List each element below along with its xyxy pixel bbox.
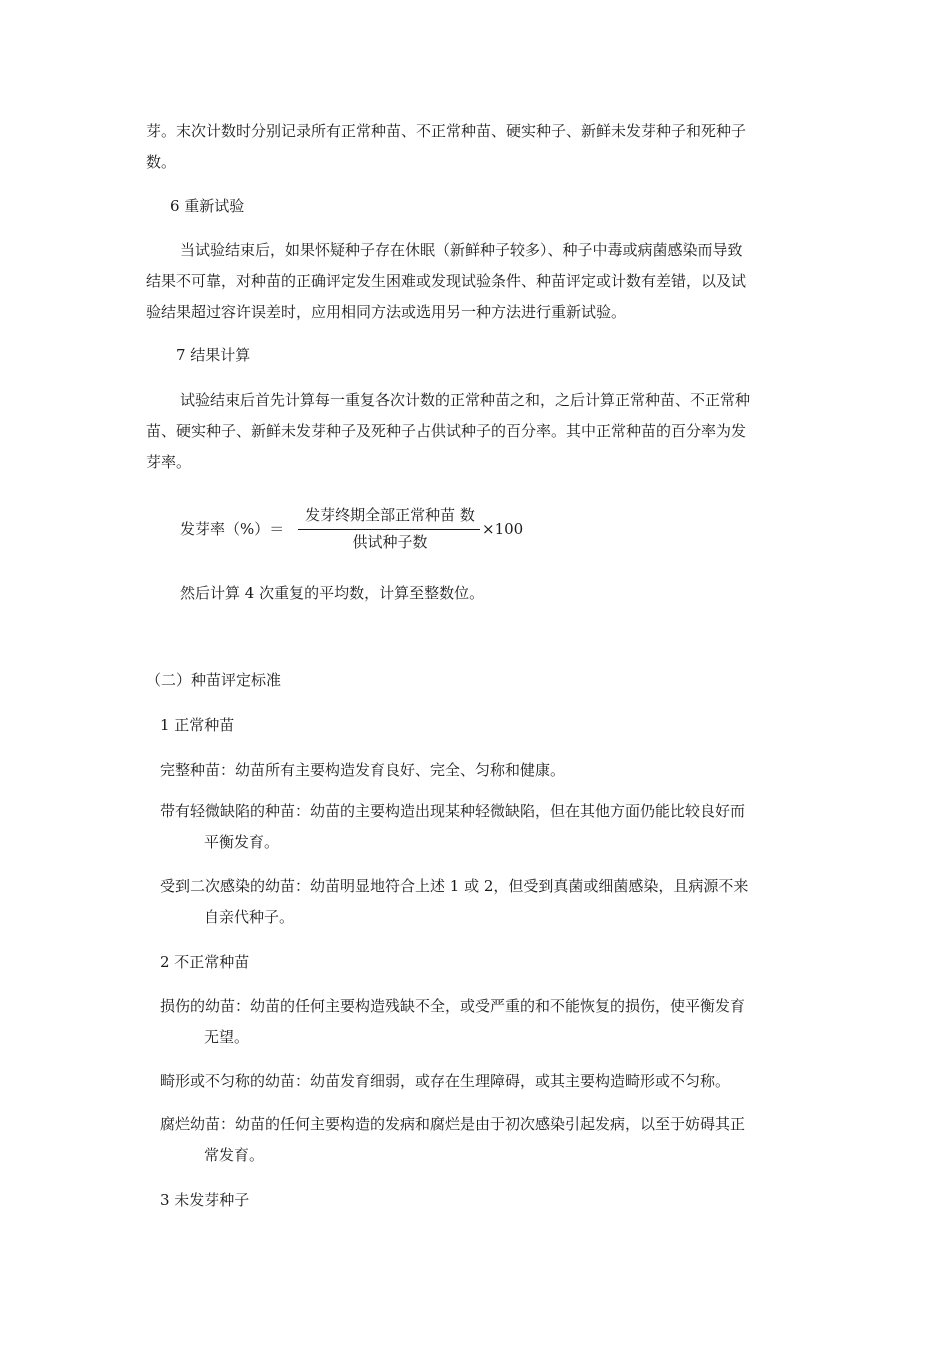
paragraph-line: 验结果超过容许误差时，应用相同方法或选用另一种方法进行重新试验。 [146,303,627,321]
paragraph-line: 苗、硬实种子、新鲜未发芽种子及死种子占供试种子的百分率。其中正常种苗的百分率为发 [146,422,747,440]
list-item: 腐烂幼苗：幼苗的任何主要构造的发病和腐烂是由于初次感染引起发病，以至于妨碍其正 [160,1115,746,1133]
list-item-continuation: 无望。 [204,1028,250,1046]
list-item: 损伤的幼苗：幼苗的任何主要构造残缺不全，或受严重的和不能恢复的损伤，使平衡发育 [160,997,746,1015]
list-item: 畸形或不匀称的幼苗：幼苗发育细弱，或存在生理障碍，或其主要构造畸形或不匀称。 [160,1072,731,1090]
paragraph-line: 芽率。 [146,453,192,471]
formula-denominator: 供试种子数 [352,533,428,551]
paragraph-line: 数。 [146,153,177,171]
subsection-heading: 2 不正常种苗 [160,953,250,971]
list-item-continuation: 常发育。 [204,1146,265,1164]
section-heading: 7 结果计算 [176,346,251,364]
section-heading: 6 重新试验 [170,197,245,215]
formula-numerator: 发芽终期全部正常种苗 数 [305,506,475,524]
list-item-continuation: 平衡发育。 [204,833,280,851]
list-item: 受到二次感染的幼苗：幼苗明显地符合上述 1 或 2，但受到真菌或细菌感染，且病源不来 [160,877,749,895]
paragraph-line: 芽。末次计数时分别记录所有正常种苗、不正常种苗、硬实种子、新鲜未发芽种子和死种子 [146,122,747,140]
list-item: 带有轻微缺陷的种苗：幼苗的主要构造出现某种轻微缺陷，但在其他方面仍能比较良好而 [160,802,746,820]
section-title: （二）种苗评定标准 [146,671,282,689]
formula-left: 发芽率（%）＝ [180,520,285,538]
paragraph-line: 然后计算 4 次重复的平均数，计算至整数位。 [180,584,485,602]
subsection-heading: 3 未发芽种子 [160,1191,250,1209]
paragraph-line: 结果不可靠，对种苗的正确评定发生困难或发现试验条件、种苗评定或计数有差错，以及试 [146,272,747,290]
paragraph-line: 当试验结束后，如果怀疑种子存在休眠（新鲜种子较多）、种子中毒或病菌感染而导致 [180,241,743,259]
germination-rate-formula [180,505,540,553]
list-item: 完整种苗：幼苗所有主要构造发育良好、完全、匀称和健康。 [160,761,566,779]
formula-multiplier: ×100 [482,520,524,538]
paragraph-line: 试验结束后首先计算每一重复各次计数的正常种苗之和，之后计算正常种苗、不正常种 [180,391,751,409]
subsection-heading: 1 正常种苗 [160,716,235,734]
fraction-bar [298,529,480,530]
list-item-continuation: 自亲代种子。 [204,908,295,926]
